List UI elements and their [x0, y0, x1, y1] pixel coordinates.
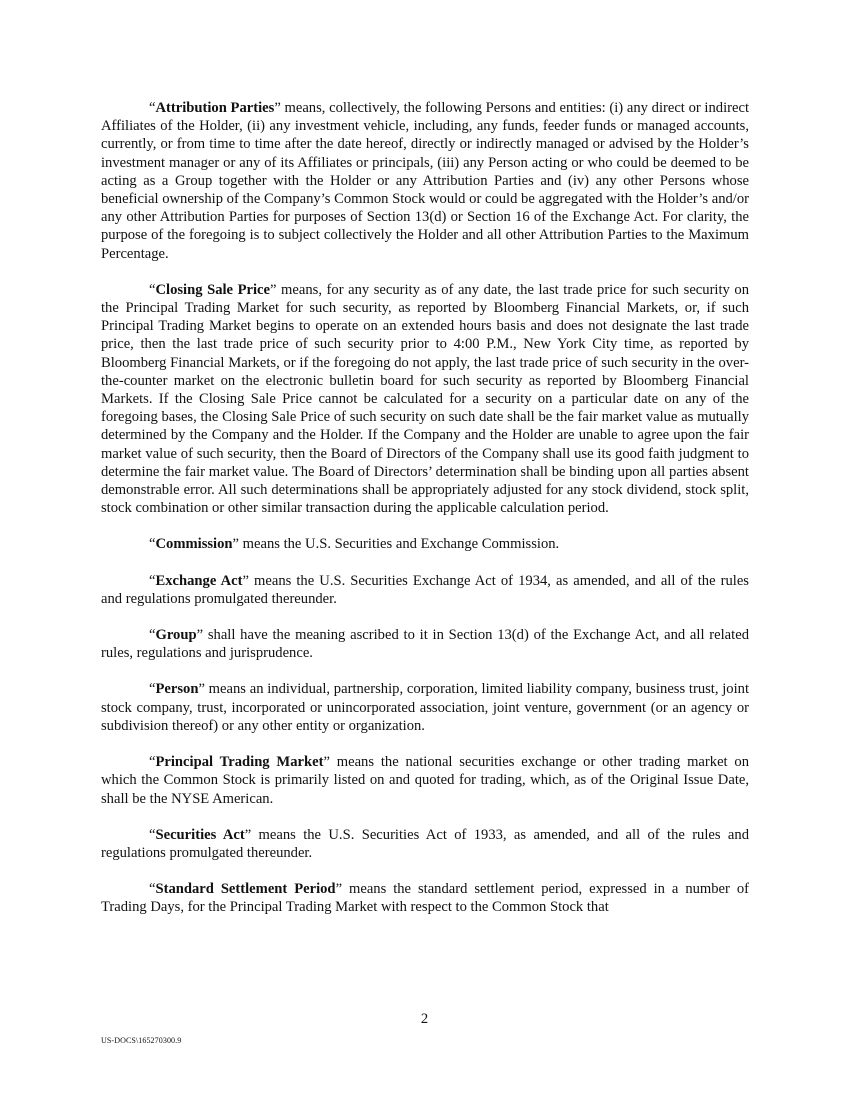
definition-principal-trading-market — [101, 753, 749, 808]
definition-commission — [101, 535, 749, 553]
defined-term: Standard Settlement Period — [155, 881, 336, 898]
document-id: US-DOCS\165270300.9 — [101, 1036, 182, 1045]
definition-text: means the U.S. Securities Act of 1933, as amended, and all of the rules and regulations promulgated thereunder. — [101, 826, 749, 861]
open-quote: “ — [149, 754, 156, 771]
definition-text: shall have the meaning ascribed to it in Section 13(d) of the Exchange Act, and all related rules, regulations and jurisprudence. — [101, 627, 749, 662]
open-quote: “ — [149, 627, 156, 644]
definition-text: means the U.S. Securities and Exchange Commission. — [239, 536, 560, 553]
definitions-section — [101, 99, 749, 935]
defined-term: Exchange Act — [155, 572, 243, 589]
definition-text: means an individual, partnership, corporation, limited liability company, business trust, joint stock company, trust, incorporated or unincorporated association, joint venture, government (or an agency or subdivision thereof) or any other entity or organization. — [101, 681, 749, 734]
open-quote: “ — [149, 826, 156, 843]
open-quote: “ — [149, 881, 156, 898]
definition-text: means, collectively, the following Persons and entities: (i) any direct or indirect Affiliates of the Holder, (ii) any investment vehicle, including, any funds, feeder funds or managed accounts, currently, or from time to time after the date hereof, directly or indirectly managed or advised by the Holder’s investment manager or any of its Affiliates or principals, (iii) any Person acting or who could be deemed to be acting as a Group together with the Holder or any Attribution Parties and (iv) any other Persons whose beneficial ownership of the Company’s Common Stock would or could be aggregated with the Holder’s and/or any other Attribution Parties for purposes of Section 13(d) or Section 16 of the Exchange Act. For clarity, the purpose of the foregoing is to subject collectively the Holder and all other Attribution Parties to the Maximum Percentage. — [101, 100, 750, 262]
defined-term: Principal Trading Market — [155, 754, 324, 771]
defined-term: Closing Sale Price — [155, 281, 270, 298]
definition-securities-act — [101, 826, 749, 862]
close-quote: ” — [270, 281, 277, 298]
definition-closing-sale-price — [101, 281, 749, 518]
open-quote: “ — [149, 536, 156, 553]
definition-standard-settlement-period — [101, 880, 749, 916]
open-quote: “ — [149, 572, 156, 589]
open-quote: “ — [149, 100, 156, 116]
close-quote: ” — [274, 100, 281, 116]
close-quote: ” — [196, 627, 204, 644]
open-quote: “ — [149, 281, 156, 298]
close-quote: ” — [242, 572, 249, 589]
definition-group — [101, 626, 749, 662]
defined-term: Securities Act — [155, 826, 245, 843]
definition-text: means the national securities exchange or other trading market on which the Common Stock is primarily listed on and quoted for trading, which, as of the Original Issue Date, shall be the NYSE American. — [101, 754, 750, 807]
defined-term: Person — [155, 681, 199, 698]
page-number: 2 — [420, 1011, 429, 1027]
definition-text: means the U.S. Securities Exchange Act of 1934, as amended, and all of the rules and regulations promulgated thereunder. — [101, 572, 749, 607]
definition-exchange-act — [101, 572, 749, 608]
definition-attribution-parties — [101, 99, 749, 263]
definition-text: means the standard settlement period, expressed in a number of Trading Days, for the Principal Trading Market with respect to the Common Stock that — [101, 881, 749, 916]
open-quote: “ — [149, 681, 156, 698]
defined-term: Group — [155, 627, 197, 644]
definition-text: means, for any security as of any date, the last trade price for such security on the Principal Trading Market for such security, as reported by Bloomberg Financial Markets, or, if such Principal Trading Market begins to operate on an extended hours basis and does not designate the last trade price, then the last trade price of such security prior to 4:00 P.M., New York City time, as reported by Bloomberg Financial Markets, or if the foregoing do not apply, the last trade price of such security in the over-the-counter market on the electronic bulletin board for such security as reported by Bloomberg Financial Markets. If the Closing Sale Price cannot be calculated for a security on a particular date on any of the foregoing bases, the Closing Sale Price of such security on such date shall be the fair market value as mutually determined by the Company and the Holder. If the Company and the Holder are unable to agree upon the fair market value of such security, then the Board of Directors of the Company shall use its good faith judgment to determine the fair market value. The Board of Directors’ determination shall be binding upon all parties absent demonstrable error. All such determinations shall be appropriately adjusted for any stock dividend, stock split, stock combination or other similar transaction during the applicable calculation period. — [101, 281, 749, 517]
close-quote: ” — [198, 681, 205, 698]
definition-person — [101, 680, 749, 735]
close-quote: ” — [323, 754, 330, 771]
close-quote: ” — [335, 881, 343, 898]
close-quote: ” — [244, 826, 252, 843]
defined-term: Commission — [155, 536, 233, 553]
close-quote: ” — [232, 536, 239, 553]
defined-term: Attribution Parties — [155, 100, 275, 116]
